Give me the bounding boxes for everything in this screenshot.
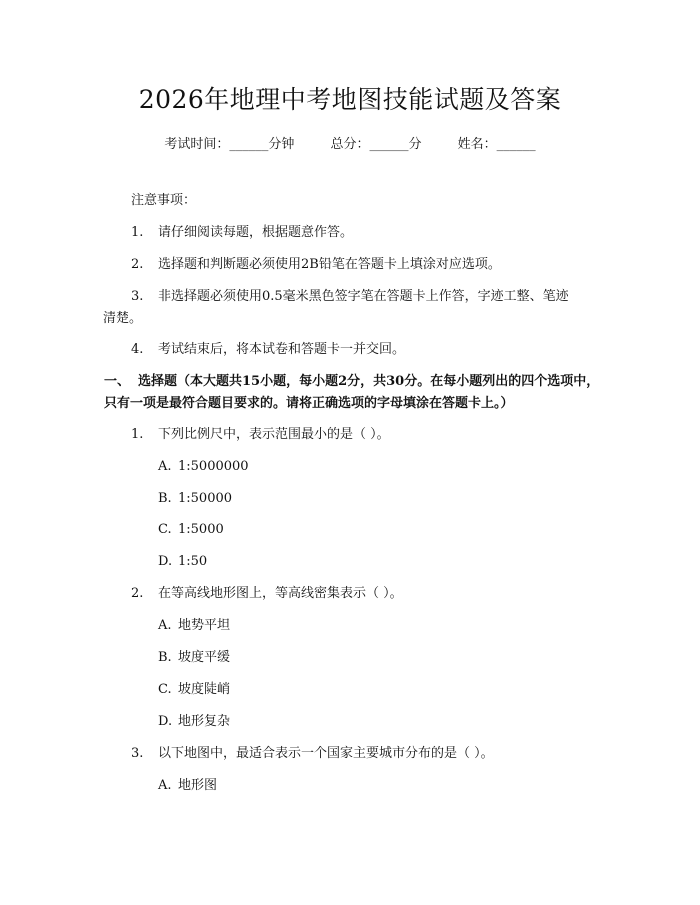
option-text: 坡度陡峭 — [178, 682, 231, 697]
notice-item — [131, 254, 501, 276]
notice-item-number: 2. — [131, 257, 144, 272]
notice-item-number: 1. — [131, 225, 144, 240]
option-letter: B. — [158, 491, 172, 506]
question-text: 下列比例尺中，表示范围最小的是（ ）。 — [158, 427, 390, 442]
option — [158, 647, 230, 669]
section-heading — [104, 371, 604, 415]
option-text: 地形图 — [178, 778, 218, 793]
notice-item-text: 非选择题必须使用0.5毫米黑色签字笔在答题卡上作答，字迹工整、笔迹 — [158, 289, 569, 304]
option-text: 1:5000 — [178, 522, 224, 537]
option-letter: B. — [158, 650, 172, 665]
notice-item-text: 选择题和判断题必须使用2B铅笔在答题卡上填涂对应选项。 — [158, 257, 501, 272]
question-text: 在等高线地形图上，等高线密集表示（ ）。 — [158, 586, 403, 601]
option-letter: C. — [158, 522, 172, 537]
option-text: 地势平坦 — [178, 618, 231, 633]
exam-info-row — [0, 133, 700, 152]
option — [158, 456, 249, 478]
option-letter: A. — [158, 618, 172, 633]
option-text: 地形复杂 — [178, 714, 231, 729]
option-letter: D. — [158, 714, 173, 729]
option — [158, 775, 217, 797]
question-number: 1. — [131, 427, 144, 442]
notice-item-continuation: 清楚。 — [103, 311, 143, 326]
option — [158, 551, 207, 573]
option-letter: A. — [158, 778, 172, 793]
option — [158, 519, 224, 541]
option-text: 1:50 — [178, 554, 208, 569]
option-text: 1:5000000 — [178, 459, 249, 474]
notice-heading: 注意事项： — [131, 193, 197, 208]
notice-item — [131, 222, 353, 244]
section-text: 选择题（本大题共15小题，每小题2分，共30分。在每小题列出的四个选项中，只有一项是最符合题目要求的。请将正确选项的字母填涂在答题卡上。） — [104, 374, 600, 411]
option-text: 坡度平缓 — [178, 650, 231, 665]
option-text: 1:50000 — [178, 491, 233, 506]
question — [131, 424, 390, 446]
option-letter: C. — [158, 682, 172, 697]
option-letter: A. — [158, 459, 172, 474]
question-number: 2. — [131, 586, 144, 601]
notice-item-number: 3. — [131, 289, 144, 304]
exam-time-field: 考试时间：______分钟 — [164, 137, 295, 152]
notice-item-text: 请仔细阅读每题，根据题意作答。 — [158, 225, 354, 240]
page-title: 2026年地理中考地图技能试题及答案 — [138, 85, 562, 114]
student-name-field: 姓名：______ — [457, 137, 536, 152]
option — [158, 711, 230, 733]
notice-item — [131, 339, 405, 361]
option — [158, 488, 232, 510]
question-number: 3. — [131, 746, 144, 761]
question-text: 以下地图中，最适合表示一个国家主要城市分布的是（ ）。 — [158, 746, 494, 761]
notice-item-number: 4. — [131, 342, 144, 357]
option — [158, 615, 230, 637]
total-score-field: 总分：______分 — [330, 137, 422, 152]
notice-item-text: 考试结束后，将本试卷和答题卡一并交回。 — [158, 342, 406, 357]
section-number: 一、 — [104, 374, 131, 389]
option — [158, 679, 230, 701]
question — [131, 743, 494, 765]
option-letter: D. — [158, 554, 173, 569]
question — [131, 583, 403, 605]
notice-item — [103, 286, 581, 330]
